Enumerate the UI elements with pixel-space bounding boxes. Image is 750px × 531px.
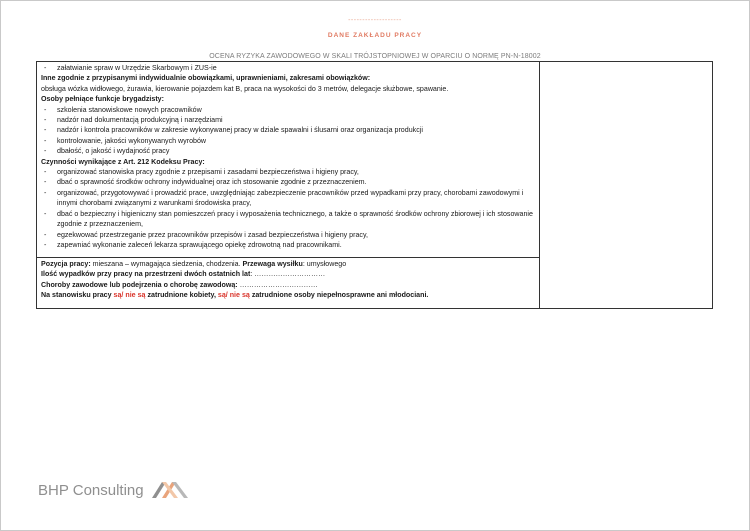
workers-line <box>41 290 535 300</box>
effort-label: Przewaga wysiłku <box>242 260 303 268</box>
brigadier-heading: Osoby pełniące funkcje brygadzisty: <box>41 95 164 104</box>
diseases-value: …………………………… <box>237 280 318 289</box>
art212-heading: Czynności wynikające z Art. 212 Kodeksu Pracy: <box>41 157 205 166</box>
list-item: - organizować, przygotowywać i prowadzić prace, uwzględniając zabezpieczenie pracowników przed wypadkami przy pracy, chorobami zawodowymi i innymi chorobami związanymi z warunkami środowiska pracy, <box>41 188 535 209</box>
other-duties-heading: Inne zgodnie z przypisanymi indywidualnie obowiązkami, uprawnieniami, zakresami obowiązków: <box>41 74 371 83</box>
disabled-choice: są/ nie są <box>217 291 250 300</box>
list-item: - nadzór nad dokumentacją produkcyjną i narzędziami <box>41 115 535 125</box>
table-row-duties <box>37 62 713 258</box>
workers-text-3: zatrudnione osoby niepełnosprawne ani młodociani. <box>249 291 429 300</box>
company-data-heading: DANE ZAKŁADU PRACY <box>327 32 423 39</box>
other-duties-text: obsługa wózka widłowego, żurawia, kierowanie pojazdem kat B, praca na wysokości do 3 metrów, delegacje służbowe, spawanie. <box>41 84 449 93</box>
accidents-value: : ………………………… <box>250 270 326 279</box>
accidents-line <box>41 269 535 279</box>
list-item: - organizować stanowiska pracy zgodnie z przepisami i zasadami bezpieczeństwa i higieny pracy, <box>41 167 535 177</box>
work-position-value: mieszana – wymagająca siedzenia, chodzenia. <box>90 260 243 268</box>
workers-text-2: zatrudnione kobiety, <box>145 291 218 300</box>
list-item: - zapewniać wykonanie zaleceń lekarza sprawującego opiekę zdrowotną nad pracownikami. <box>41 240 535 250</box>
risk-table <box>36 61 713 309</box>
list-item: - dbać o bezpieczny i higieniczny stan pomieszczeń pracy i wyposażenia technicznego, a także o sprawność środków ochrony zbiorowej i ich stosowanie zgodnie z przeznaczeniem, <box>41 209 535 230</box>
right-empty-cell <box>540 62 713 309</box>
document-title: OCENA RYZYKA ZAWODOWEGO W SKALI TRÓJSTOPNIOWEJ W OPARCIU O NORMĘ PN-N-18002 <box>209 53 541 60</box>
diseases-line <box>41 280 535 290</box>
women-choice: są/ nie są <box>113 291 146 300</box>
logo-text: BHP Consulting <box>38 482 144 499</box>
work-position-line <box>41 259 535 269</box>
list-item: - załatwianie spraw w Urzędzie Skarbowym i ZUS-ie <box>41 63 535 73</box>
list-item: - egzekwować przestrzeganie przez pracowników przepisów i zasad bezpieczeństwa i higieny pracy, <box>41 230 535 240</box>
work-position-label: Pozycja pracy: <box>41 260 91 268</box>
list-item: - dbać o sprawność środków ochrony indywidualnej oraz ich stosowanie zgodnie z przeznaczeniem. <box>41 177 535 187</box>
effort-value: : umysłowego <box>302 260 347 268</box>
diseases-label: Choroby zawodowe lub podejrzenia o chorobę zawodową: <box>41 280 238 289</box>
conditions-cell <box>37 258 540 309</box>
workers-text-1: Na stanowisku pracy <box>41 291 114 300</box>
list-item: - nadzór i kontrola pracowników w zakresie wykonywanej pracy w dziale spawalni i ślusarni oraz organizacja produkcji <box>41 125 535 135</box>
roof-icon <box>146 478 198 500</box>
list-item: - szkolenia stanowiskowe nowych pracowników <box>41 105 535 115</box>
art212-list <box>41 167 535 250</box>
header-dashes: ------------------- <box>348 17 402 24</box>
brigadier-list <box>41 105 535 157</box>
bhp-consulting-logo <box>38 478 198 502</box>
accidents-label: Ilość wypadków przy pracy na przestrzeni dwóch ostatnich lat <box>41 270 251 279</box>
list-item: - kontrolowanie, jakości wykonywanych wyrobów <box>41 136 535 146</box>
first-list <box>41 63 535 73</box>
duties-cell <box>37 62 540 258</box>
list-item: - dbałość, o jakość i wydajność pracy <box>41 146 535 156</box>
